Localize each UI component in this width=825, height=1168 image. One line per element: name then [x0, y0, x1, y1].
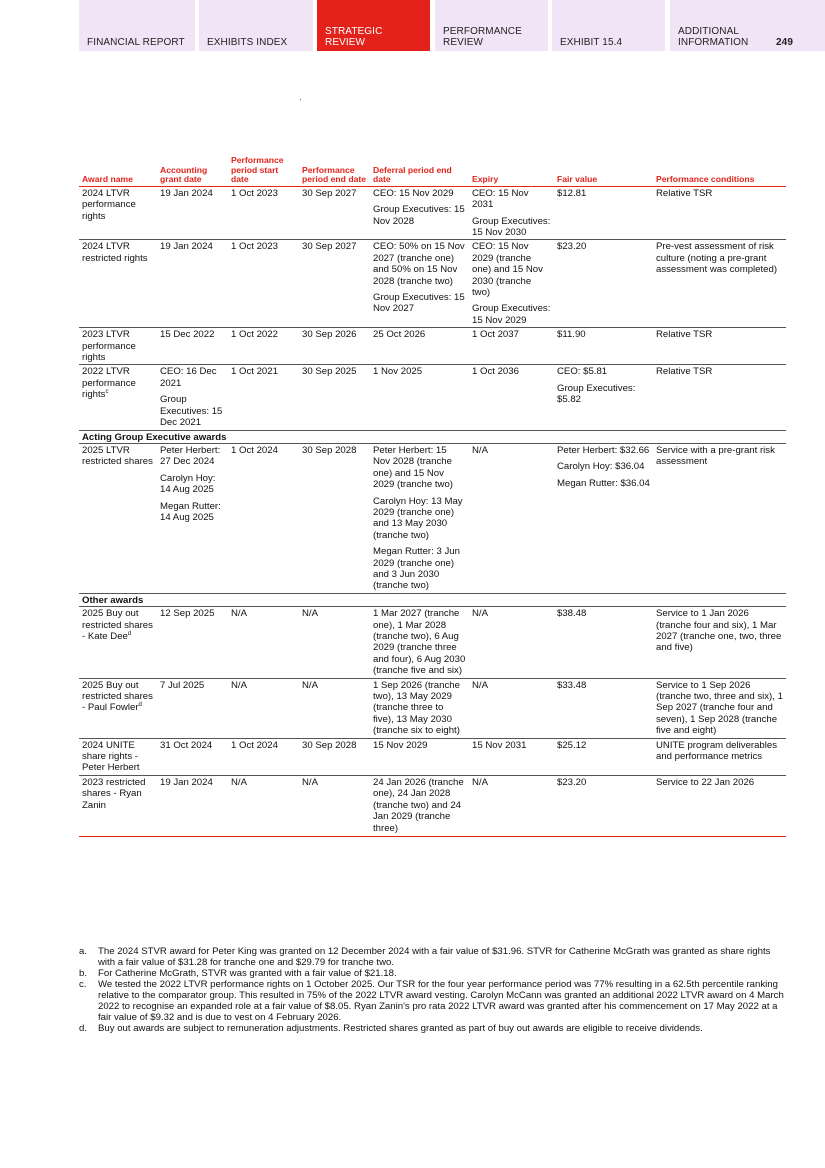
column-header: Performance period start date [228, 156, 299, 186]
footnote-text: We tested the 2022 LTVR performance rights on 1 October 2025. Our TSR for the four year performance period was 77% resulting in a 62.5th percentile ranking relative to the comparator group. This resulted in 75% of the 2022 LTVR award vesting. Carolyn McCann was granted an additional 2022 LTVR award on 4 March 2022 to recognise an expanded role at a fair value of $8.05. Ryan Zanin's pro rata 2022 LTVR award was granted after his commencement on 17 May 2022 at a fair value of $9.32 and is due to vest on 4 February 2026. [98, 979, 784, 1023]
deferral-end-cell [370, 607, 469, 678]
expiry-cell-text: CEO: 15 Nov 2029 (tranche one) and 15 Nov 2030 (tranche two) [472, 241, 543, 299]
footnote [79, 979, 789, 1023]
expiry-cell [469, 240, 554, 328]
fair-value-cell [554, 607, 653, 678]
fair-value-cell-text: Carolyn Hoy: $36.04 [557, 461, 645, 473]
award-name-cell [79, 607, 157, 678]
period-end-cell-text: 30 Sep 2028 [302, 444, 357, 456]
grant-date-cell-text: 19 Jan 2024 [160, 776, 213, 788]
deferral-end-cell-text: 1 Nov 2025 [373, 366, 423, 378]
performance-conditions-cell-text: Service with a pre-grant risk assessment [656, 444, 775, 468]
deferral-end-cell-text: Carolyn Hoy: 13 May 2029 (tranche one) and 13 May 2030 (tranche two) [373, 495, 463, 541]
award-name-cell [79, 443, 157, 593]
fair-value-cell [554, 738, 653, 775]
fair-value-cell-text: $12.81 [557, 187, 587, 199]
fair-value-cell [554, 328, 653, 365]
performance-conditions-cell-text: UNITE program deliverables and performance metrics [656, 739, 778, 763]
period-end-cell [299, 328, 370, 365]
grant-date-cell [157, 365, 228, 430]
award-name: 2025 LTVR restricted shares [82, 444, 153, 468]
period-start-cell-text: 1 Oct 2022 [231, 329, 278, 341]
period-end-cell-text: N/A [302, 679, 318, 691]
grant-date-cell-text: 31 Oct 2024 [160, 739, 213, 751]
tab-label: ADDITIONAL INFORMATION [678, 26, 749, 48]
footnote-reference: d [138, 702, 142, 709]
fair-value-cell-text: $23.20 [557, 241, 587, 253]
fair-value-cell-text: $23.20 [557, 776, 587, 788]
award-name-cell [79, 775, 157, 836]
grant-date-cell [157, 186, 228, 240]
deferral-end-cell [370, 365, 469, 430]
performance-conditions-cell-text: Service to 22 Jan 2026 [656, 776, 755, 788]
table-row [79, 240, 786, 328]
period-end-cell-text: 30 Sep 2026 [302, 329, 357, 341]
footnote-label: c. [79, 979, 87, 990]
award-name-cell [79, 186, 157, 240]
period-end-cell [299, 607, 370, 678]
fair-value-cell [554, 365, 653, 430]
period-start-cell-text: N/A [231, 608, 247, 620]
award-name: 2025 Buy out restricted shares - Kate Dee [82, 608, 153, 642]
deferral-end-cell [370, 240, 469, 328]
tab-label: EXHIBITS INDEX [207, 37, 288, 48]
period-end-cell [299, 775, 370, 836]
award-name-cell [79, 365, 157, 430]
period-start-cell [228, 775, 299, 836]
grant-date-cell [157, 443, 228, 593]
footnote-text: For Catherine McGrath, STVR was granted with a fair value of $21.18. [98, 968, 397, 979]
expiry-cell [469, 186, 554, 240]
section-heading: Other awards [79, 593, 786, 606]
period-start-cell [228, 240, 299, 328]
period-end-cell-text: 30 Sep 2027 [302, 241, 357, 253]
expiry-cell-text: N/A [472, 608, 488, 620]
fair-value-cell-text: CEO: $5.81 [557, 366, 608, 378]
grant-date-cell [157, 775, 228, 836]
table-section-row [79, 430, 786, 443]
grant-date-cell [157, 240, 228, 328]
period-end-cell-text: 30 Sep 2028 [302, 739, 357, 751]
table-row [79, 607, 786, 678]
expiry-cell-text: 1 Oct 2037 [472, 329, 519, 341]
award-name: 2024 LTVR restricted rights [82, 241, 148, 264]
column-header: Fair value [554, 156, 653, 186]
expiry-cell-text: 1 Oct 2036 [472, 366, 519, 378]
deferral-end-cell-text: Group Executives: 15 Nov 2028 [373, 204, 465, 227]
grant-date-cell-text: Peter Herbert: 27 Dec 2024 [160, 444, 221, 468]
expiry-cell [469, 328, 554, 365]
top-navigation [79, 0, 825, 51]
period-start-cell [228, 443, 299, 593]
expiry-cell [469, 443, 554, 593]
tab-exhibits-index[interactable] [199, 0, 313, 51]
expiry-cell [469, 775, 554, 836]
deferral-end-cell [370, 738, 469, 775]
award-name: 2024 UNITE share rights - Peter Herbert [82, 739, 140, 774]
table-row [79, 328, 786, 365]
performance-conditions-cell [653, 240, 786, 328]
grant-date-cell-text: 7 Jul 2025 [160, 679, 205, 691]
period-start-cell-text: N/A [231, 679, 247, 691]
expiry-cell-text: CEO: 15 Nov 2031 [472, 187, 529, 211]
grant-date-cell-text: 15 Dec 2022 [160, 329, 215, 341]
period-end-cell [299, 443, 370, 593]
stray-mark [300, 99, 301, 100]
column-header: Award name [79, 156, 157, 186]
fair-value-cell-text: Peter Herbert: $32.66 [557, 444, 650, 456]
deferral-end-cell-text: CEO: 50% on 15 Nov 2027 (tranche one) and 50% on 15 Nov 2028 (tranche two) [373, 241, 465, 287]
fair-value-cell [554, 443, 653, 593]
footnote [79, 1023, 789, 1034]
deferral-end-cell [370, 775, 469, 836]
performance-conditions-cell-text: Service to 1 Sep 2026 (tranche two, three and six), 1 Sep 2027 (tranche four and seven), 1 Sep 2028 (tranche five and eight) [656, 679, 783, 737]
table-section-row [79, 593, 786, 606]
performance-conditions-cell [653, 678, 786, 738]
fair-value-cell-text: $11.90 [557, 329, 586, 341]
expiry-cell-text: Group Executives: 15 Nov 2029 [472, 303, 551, 326]
period-start-cell-text: 1 Oct 2021 [231, 366, 278, 378]
deferral-end-cell-text: Megan Rutter: 3 Jun 2029 (tranche one) and 3 Jun 2030 (tranche two) [373, 546, 460, 592]
deferral-end-cell [370, 186, 469, 240]
grant-date-cell-text: Group Executives: 15 Dec 2021 [160, 394, 223, 429]
table-row [79, 365, 786, 430]
fair-value-cell [554, 775, 653, 836]
expiry-cell-text: 15 Nov 2031 [472, 739, 527, 751]
expiry-cell-text: Group Executives: 15 Nov 2030 [472, 215, 551, 238]
table-row [79, 186, 786, 240]
deferral-end-cell-text: Peter Herbert: 15 Nov 2028 (tranche one) and 15 Nov 2029 (tranche two) [373, 444, 453, 491]
footnote-text: The 2024 STVR award for Peter King was granted on 12 December 2024 with a fair value of $31.96. STVR for Catherine McGrath was granted as share rights with a fair value of $31.28 for tranche one and $29.79 for tranche two. [98, 946, 771, 968]
award-name-cell [79, 328, 157, 365]
grant-date-cell-text: 12 Sep 2025 [160, 608, 215, 620]
performance-conditions-cell-text: Pre-vest assessment of risk culture (noting a pre-grant assessment was completed) [656, 241, 778, 276]
fair-value-cell-text: $33.48 [557, 679, 587, 691]
period-end-cell-text: N/A [302, 776, 318, 788]
table-row [79, 443, 786, 593]
award-name: 2023 restricted shares - Ryan Zanin [82, 776, 146, 811]
tab-performance-review[interactable] [435, 0, 548, 51]
fair-value-cell [554, 186, 653, 240]
period-start-cell [228, 186, 299, 240]
expiry-cell [469, 738, 554, 775]
award-name-cell [79, 738, 157, 775]
tab-additional-information[interactable] [670, 0, 825, 51]
grant-date-cell-text: CEO: 16 Dec 2021 [160, 366, 217, 389]
expiry-cell-text: N/A [472, 776, 488, 788]
tab-label: PERFORMANCE REVIEW [443, 26, 522, 48]
table-row [79, 678, 786, 738]
table-row [79, 775, 786, 836]
footnote-label: d. [79, 1023, 88, 1034]
award-name: 2024 LTVR performance rights [82, 187, 136, 222]
footnote-text: Buy out awards are subject to remuneration adjustments. Restricted shares granted as part of buy out awards are eligible to receive dividends. [98, 1023, 703, 1034]
remuneration-awards-table [79, 156, 786, 837]
page-number: 249 [776, 37, 793, 48]
footnote [79, 968, 789, 979]
award-name: 2025 Buy out restricted shares - Paul Fowler [82, 679, 153, 714]
column-header: Expiry [469, 156, 554, 186]
performance-conditions-cell [653, 186, 786, 240]
period-start-cell [228, 328, 299, 365]
fair-value-cell [554, 678, 653, 738]
footnote [79, 946, 789, 968]
award-name: 2023 LTVR performance rights [82, 329, 136, 364]
deferral-end-cell-text: 25 Oct 2026 [373, 329, 426, 341]
tab-exhibit-15-4[interactable] [552, 0, 665, 51]
expiry-cell-text: N/A [472, 444, 488, 456]
grant-date-cell-text: 19 Jan 2024 [160, 187, 213, 199]
footnote-reference: c [105, 389, 109, 396]
period-end-cell [299, 738, 370, 775]
table-header-row [79, 156, 786, 186]
period-start-cell [228, 678, 299, 738]
period-end-cell [299, 365, 370, 430]
grant-date-cell [157, 738, 228, 775]
footnotes [79, 946, 789, 1034]
period-start-cell-text: 1 Oct 2023 [231, 241, 278, 253]
tab-label: FINANCIAL REPORT [87, 37, 185, 48]
period-end-cell-text: N/A [302, 608, 318, 620]
expiry-cell-text: N/A [472, 679, 488, 691]
performance-conditions-cell-text: Relative TSR [656, 366, 713, 378]
deferral-end-cell-text: 24 Jan 2026 (tranche one), 24 Jan 2028 (tranche two) and 24 Jan 2029 (tranche three) [373, 776, 464, 834]
grant-date-cell-text: 19 Jan 2024 [160, 241, 213, 253]
deferral-end-cell-text: 1 Mar 2027 (tranche one), 1 Mar 2028 (tranche two), 6 Aug 2029 (tranche three and four), 6 Aug 2030 (tranche five and six) [373, 608, 466, 677]
fair-value-cell [554, 240, 653, 328]
period-end-cell [299, 678, 370, 738]
grant-date-cell-text: Megan Rutter: 14 Aug 2025 [160, 500, 221, 523]
footnote-label: b. [79, 968, 88, 979]
deferral-end-cell-text: 15 Nov 2029 [373, 739, 428, 751]
grant-date-cell [157, 678, 228, 738]
performance-conditions-cell [653, 738, 786, 775]
table-body [79, 186, 786, 836]
deferral-end-cell [370, 328, 469, 365]
fair-value-cell-text: $38.48 [557, 608, 587, 620]
period-start-cell-text: 1 Oct 2024 [231, 444, 278, 456]
fair-value-cell-text: $25.12 [557, 739, 587, 751]
grant-date-cell [157, 607, 228, 678]
tab-strategic-review[interactable] [317, 0, 430, 51]
performance-conditions-cell-text: Relative TSR [656, 329, 713, 341]
tab-label: STRATEGIC REVIEW [325, 26, 383, 48]
award-name: 2022 LTVR performance rights [82, 366, 136, 401]
footnote-label: a. [79, 946, 88, 957]
award-name-cell [79, 240, 157, 328]
performance-conditions-cell [653, 443, 786, 593]
period-start-cell [228, 607, 299, 678]
period-start-cell [228, 738, 299, 775]
section-heading: Acting Group Executive awards [79, 430, 786, 443]
grant-date-cell [157, 328, 228, 365]
period-start-cell [228, 365, 299, 430]
tab-financial-report[interactable] [79, 0, 195, 51]
tab-label: EXHIBIT 15.4 [560, 37, 623, 48]
fair-value-cell-text: Group Executives: $5.82 [557, 382, 636, 406]
period-start-cell-text: N/A [231, 776, 247, 788]
period-start-cell-text: 1 Oct 2024 [231, 739, 278, 751]
performance-conditions-cell-text: Relative TSR [656, 187, 713, 199]
deferral-end-cell [370, 443, 469, 593]
period-end-cell [299, 240, 370, 328]
column-header: Deferral period end date [370, 156, 469, 186]
deferral-end-cell-text: CEO: 15 Nov 2029 [373, 187, 454, 199]
deferral-end-cell-text: Group Executives: 15 Nov 2027 [373, 292, 465, 315]
grant-date-cell-text: Carolyn Hoy: 14 Aug 2025 [160, 472, 216, 496]
deferral-end-cell-text: 1 Sep 2026 (tranche two), 13 May 2029 (tranche three to five), 13 May 2030 (tranche six to eight) [373, 679, 460, 737]
performance-conditions-cell-text: Service to 1 Jan 2026 (tranche four and six), 1 Mar 2027 (tranche one, two, three and five) [656, 608, 782, 654]
period-end-cell-text: 30 Sep 2027 [302, 187, 357, 199]
deferral-end-cell [370, 678, 469, 738]
expiry-cell [469, 607, 554, 678]
award-name-cell [79, 678, 157, 738]
expiry-cell [469, 678, 554, 738]
period-start-cell-text: 1 Oct 2023 [231, 187, 278, 199]
period-end-cell-text: 30 Sep 2025 [302, 366, 357, 378]
column-header: Performance conditions [653, 156, 786, 186]
performance-conditions-cell [653, 775, 786, 836]
performance-conditions-cell [653, 607, 786, 678]
period-end-cell [299, 186, 370, 240]
performance-conditions-cell [653, 365, 786, 430]
expiry-cell [469, 365, 554, 430]
column-header: Accounting grant date [157, 156, 228, 186]
table-row [79, 738, 786, 775]
footnote-reference: d [127, 630, 132, 637]
fair-value-cell-text: Megan Rutter: $36.04 [557, 477, 650, 489]
performance-conditions-cell [653, 328, 786, 365]
column-header: Performance period end date [299, 156, 370, 186]
